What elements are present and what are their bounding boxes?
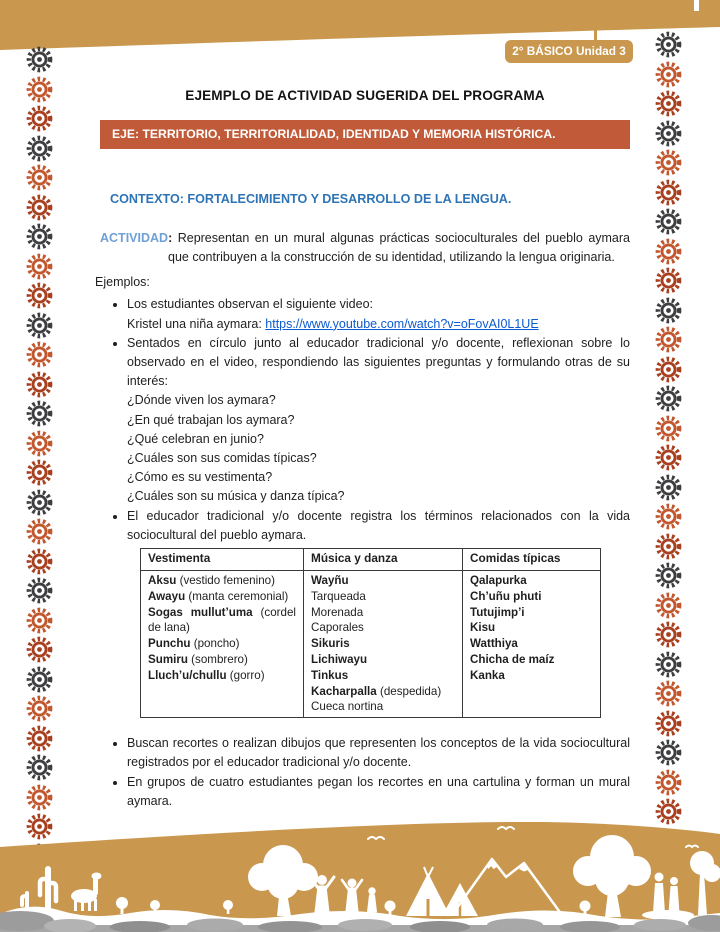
vocab-entry: Wayñu bbox=[311, 574, 349, 588]
cierre-list bbox=[100, 734, 630, 811]
ornament-motif-icon bbox=[654, 60, 683, 89]
ornament-motif-icon bbox=[654, 325, 683, 354]
ornament-motif-icon bbox=[25, 694, 54, 723]
reflexion-text: • Sentados en círculo junto al educador tradicional y/o docente, reflexionan sobre lo observado en el video, respondiendo las siguientes preguntas y formulando otras de su interés: bbox=[127, 335, 630, 389]
recortes-text: • Buscan recortes o realizan dibujos que representen los conceptos de la vida sociocultural registrados por el educador tradicional y/o docente. bbox=[127, 736, 630, 770]
ornament-motif-icon bbox=[25, 75, 54, 104]
ejemplos-list bbox=[100, 295, 630, 545]
ornament-motif-icon bbox=[25, 45, 54, 74]
ornament-motif-icon bbox=[654, 237, 683, 266]
vocab-entry: Qalapurka bbox=[470, 574, 527, 588]
eje-banner: EJE: TERRITORIO, TERRITORIALIDAD, IDENTIDAD Y MEMORIA HISTÓRICA. bbox=[100, 120, 630, 149]
registro-text: • El educador tradicional y/o docente registra los términos relacionados con la vida sociocultural del pueblo aymara. bbox=[127, 508, 630, 542]
ornament-motif-icon bbox=[654, 296, 683, 325]
ornament-motif-icon bbox=[654, 709, 683, 738]
ornament-motif-icon bbox=[25, 193, 54, 222]
vocab-entry: Kanka bbox=[470, 668, 505, 682]
ornament-motif-icon bbox=[25, 665, 54, 694]
ornament-motif-icon bbox=[654, 650, 683, 679]
bullet-mural bbox=[127, 773, 630, 811]
youtube-link[interactable]: https://www.youtube.com/watch?v=oFovAI0L1UE bbox=[265, 316, 539, 331]
page-title: EJEMPLO DE ACTIVIDAD SUGERIDA DEL PROGRAMA bbox=[185, 88, 545, 103]
ornament-motif-icon bbox=[654, 679, 683, 708]
vocab-entry: Cueca nortina bbox=[311, 700, 384, 714]
ornament-motif-icon bbox=[654, 30, 683, 59]
ornament-motif-icon bbox=[25, 488, 54, 517]
bullet-registro bbox=[127, 507, 630, 545]
vocab-entry: Watthiya bbox=[470, 637, 518, 651]
question-line: ¿Cómo es su vestimenta? bbox=[127, 470, 273, 485]
ornament-motif-icon bbox=[25, 429, 54, 458]
ornament-motif-icon bbox=[25, 724, 54, 753]
vocab-entry: Kacharpalla (despedida) bbox=[311, 684, 442, 698]
actividad-text: Representan en un mural algunas prácticas socioculturales del pueblo aymara que contribuyen a la construcción de su identidad, utilizando la lengua originaria. bbox=[168, 231, 630, 265]
mural-text: • En grupos de cuatro estudiantes pegan los recortes en una cartulina y forman un mural aymara. bbox=[127, 774, 630, 808]
ornament-motif-icon bbox=[654, 266, 683, 295]
vocab-entry: Tinkus bbox=[311, 668, 349, 682]
vocab-entry: Tutujimp’i bbox=[470, 605, 525, 619]
ornament-motif-icon bbox=[25, 252, 54, 281]
ornament-motif-icon bbox=[25, 547, 54, 576]
bullet-reflexion bbox=[127, 334, 630, 507]
ornament-motif-icon bbox=[25, 606, 54, 635]
ornament-motif-icon bbox=[654, 473, 683, 502]
landscape-illustration bbox=[0, 817, 720, 932]
video-line: • Los estudiantes observan el siguiente video: bbox=[127, 297, 373, 312]
ornament-motif-icon bbox=[25, 399, 54, 428]
vocabulary-table bbox=[140, 548, 601, 718]
vocab-column-header: Música y danza bbox=[304, 549, 463, 571]
ornament-motif-icon bbox=[25, 458, 54, 487]
right-ornament-border bbox=[654, 30, 683, 856]
ornament-motif-icon bbox=[25, 163, 54, 192]
ornament-motif-icon bbox=[25, 281, 54, 310]
question-line: ¿Cuáles son sus comidas típicas? bbox=[127, 451, 317, 466]
question-line: ¿Qué celebran en junio? bbox=[127, 431, 264, 446]
document-content bbox=[95, 0, 630, 811]
vocab-column-header: Comidas típicas bbox=[463, 549, 601, 571]
vocab-entry: Sikuris bbox=[311, 637, 350, 651]
video-link-prefix: Kristel una niña aymara: bbox=[127, 316, 266, 331]
vocab-entry: Kisu bbox=[470, 621, 496, 635]
ornament-motif-icon bbox=[25, 783, 54, 812]
vocab-entry: Tarqueada bbox=[311, 589, 366, 603]
question-line: ¿Cuáles son su música y danza típica? bbox=[127, 489, 345, 504]
actividad-paragraph bbox=[100, 229, 630, 267]
question-line: ¿En qué trabajan los aymara? bbox=[127, 412, 295, 427]
ejemplos-label: Ejemplos: bbox=[95, 275, 150, 290]
vocab-column-header: Vestimenta bbox=[141, 549, 304, 571]
actividad-colon: : bbox=[168, 231, 173, 245]
unit-badge-label: 2° BÁSICO Unidad 3 bbox=[512, 44, 626, 58]
ornament-motif-icon bbox=[654, 561, 683, 590]
vocab-entry: Caporales bbox=[311, 621, 364, 635]
ornament-motif-icon bbox=[654, 443, 683, 472]
ornament-motif-icon bbox=[654, 532, 683, 561]
vocab-entry: Lluch’u/chullu (gorro) bbox=[148, 668, 265, 682]
ornament-motif-icon bbox=[25, 134, 54, 163]
ornament-motif-icon bbox=[25, 517, 54, 546]
ornament-motif-icon bbox=[654, 414, 683, 443]
vocab-entry: Sogas mullut’uma (cordel de lana) bbox=[148, 605, 296, 635]
ornament-motif-icon bbox=[654, 738, 683, 767]
ornament-motif-icon bbox=[25, 370, 54, 399]
vocab-column-cell bbox=[304, 571, 463, 718]
ornament-motif-icon bbox=[654, 178, 683, 207]
question-line: ¿Dónde viven los aymara? bbox=[127, 393, 276, 408]
ornament-motif-icon bbox=[25, 222, 54, 251]
ornament-motif-icon bbox=[25, 576, 54, 605]
ornament-motif-icon bbox=[654, 384, 683, 413]
ornament-motif-icon bbox=[654, 768, 683, 797]
ornament-motif-icon bbox=[654, 148, 683, 177]
vocab-entry: Awayu (manta ceremonial) bbox=[148, 589, 289, 603]
vocab-entry: Sumiru (sombrero) bbox=[148, 653, 248, 667]
vocab-entry: Punchu (poncho) bbox=[148, 637, 240, 651]
ornament-motif-icon bbox=[654, 502, 683, 531]
questions-list bbox=[127, 391, 630, 506]
vocab-entry: Chicha de maíz bbox=[470, 653, 555, 667]
ornament-motif-icon bbox=[654, 620, 683, 649]
ornament-motif-icon bbox=[25, 311, 54, 340]
bullet-video bbox=[127, 295, 630, 333]
vocab-entry: Aksu (vestido femenino) bbox=[148, 574, 275, 588]
contexto-heading: CONTEXTO: FORTALECIMIENTO Y DESARROLLO DE LA LENGUA. bbox=[110, 192, 512, 206]
ornament-motif-icon bbox=[654, 591, 683, 620]
ornament-motif-icon bbox=[654, 207, 683, 236]
vocab-column-cell bbox=[463, 571, 601, 718]
ornament-motif-icon bbox=[654, 355, 683, 384]
ornament-motif-icon bbox=[654, 119, 683, 148]
ornament-motif-icon bbox=[654, 89, 683, 118]
vocab-entry: Lichiwayu bbox=[311, 653, 368, 667]
video-link-line bbox=[127, 315, 630, 334]
ornament-motif-icon bbox=[25, 340, 54, 369]
left-ornament-border bbox=[25, 45, 54, 871]
vocab-column-cell bbox=[141, 571, 304, 718]
bullet-recortes bbox=[127, 734, 630, 772]
actividad-label: ACTIVIDAD bbox=[100, 231, 169, 245]
ornament-motif-icon bbox=[25, 104, 54, 133]
ornament-motif-icon bbox=[25, 635, 54, 664]
vocab-entry: Morenada bbox=[311, 605, 364, 619]
vocab-entry: Ch’uñu phuti bbox=[470, 589, 542, 603]
ornament-motif-icon bbox=[25, 753, 54, 782]
